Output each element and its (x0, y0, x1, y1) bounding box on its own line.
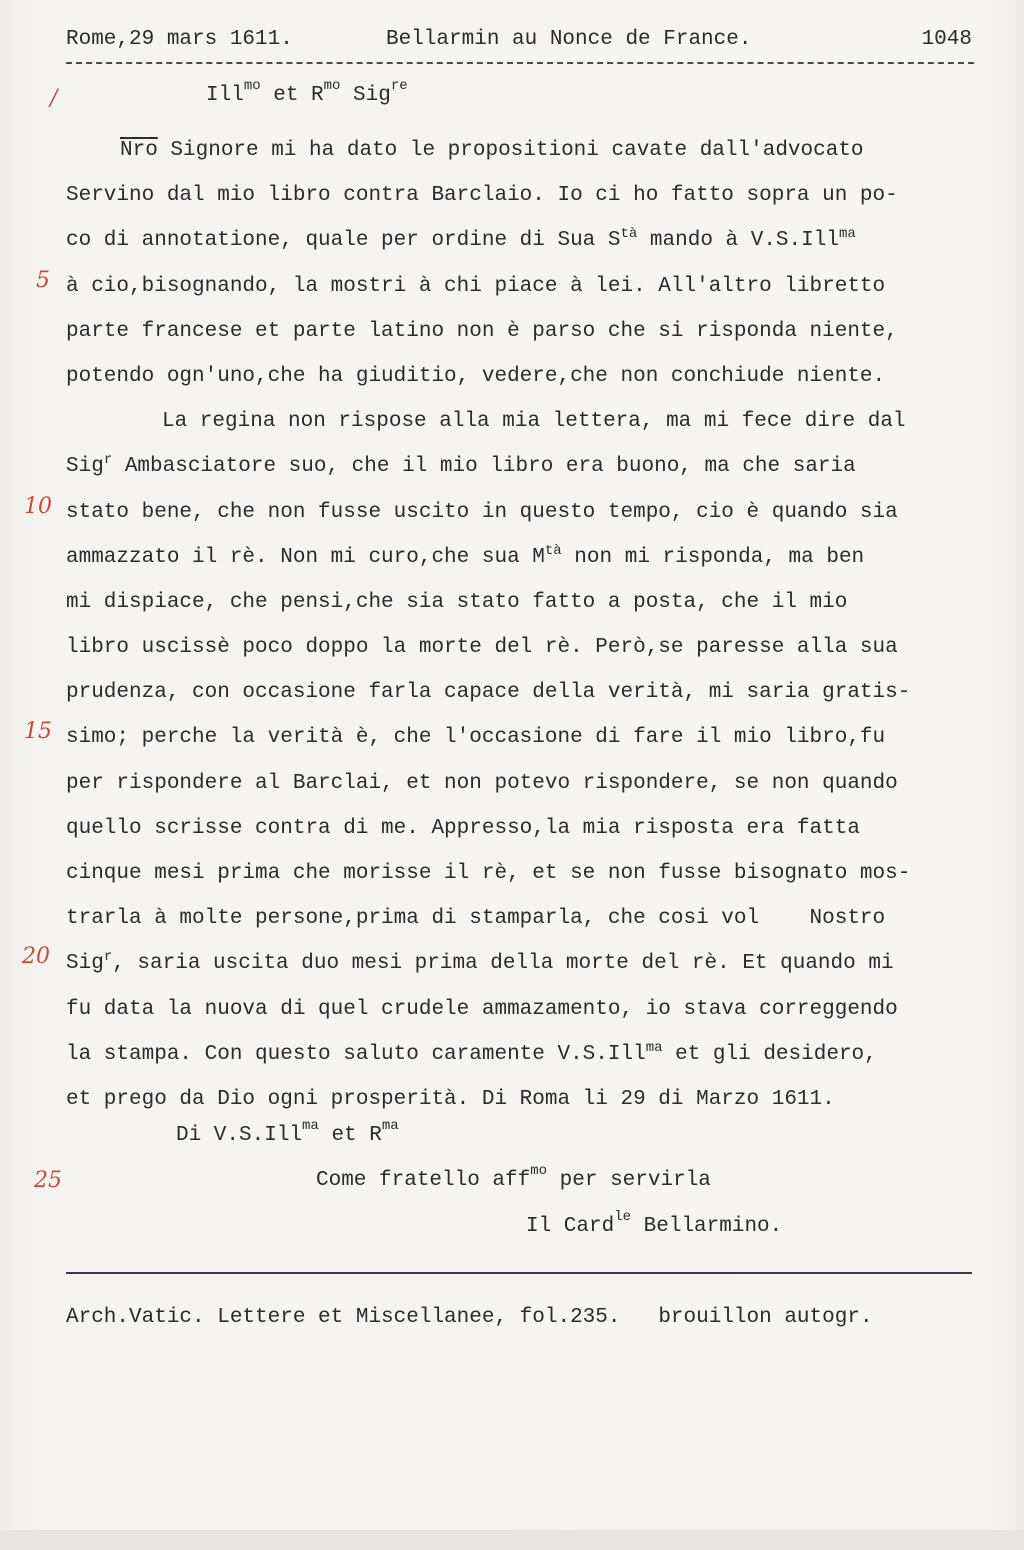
body-line: à cio,bisognando, la mostri à chi piace à lei. All'altro libretto (66, 274, 886, 298)
closing-greeting: Come fratello aff$^{mo}$ per servirla (316, 1163, 711, 1192)
body-line: fu data la nuova di quel crudele ammazamento, io stava correggendo (66, 997, 898, 1021)
body-line: La regina non rispose alla mia lettera, ma mi fece dire dal (162, 410, 906, 434)
margin-number-20: 20 (22, 944, 50, 969)
body-line: libro uscissè poco doppo la morte del rè. Però,se paresse alla sua (66, 636, 898, 660)
body-line: parte francese et parte latino non è parso che si risponda niente, (66, 319, 898, 343)
body-line: stato bene, che non fusse uscito in questo tempo, cio è quando sia (66, 500, 898, 524)
closing-formula: Di V.S.Ill$^{ma}$ et $R^{ma}$ (176, 1118, 399, 1147)
header-divider (66, 62, 974, 64)
source-footer (66, 1306, 873, 1329)
body-line: quello scrisse contra di me. Appresso,la mia risposta era fatta (66, 816, 860, 840)
margin-number-25: 25 (34, 1168, 62, 1193)
scan-edge (0, 1530, 1024, 1550)
margin-number-1: / (50, 86, 58, 111)
body-line: Sig$^r$, saria uscita duo mesi prima della morte del rè. Et quando mi (66, 949, 894, 976)
salutation: Ill$^{mo}$ et $R^{mo}$ Sig$^{re}$ (206, 78, 408, 107)
body-line: trarla à molte persone,prima di stamparla, che cosi vol Nostro (66, 907, 886, 931)
signature-line: Il Card$^{le}$ Bellarmino. (526, 1209, 783, 1238)
body-line: Sig$^r$ Ambasciatore suo, che il mio libro era buono, ma che saria (66, 452, 856, 479)
margin-number-5: 5 (36, 268, 50, 293)
body-line: cinque mesi prima che morisse il rè, et se non fusse bisognato mos- (66, 862, 911, 885)
body-line: co di annotatione, quale per ordine di Sua $S^{tà}$ mando à V.S.Ill$^{ma}$ (66, 226, 856, 253)
body-line: simo; perche la verità è, che l'occasione di fare il mio libro,fu (66, 726, 886, 750)
page-number: 1048 (921, 28, 972, 51)
body-line: mi dispiace, che pensi,che sia stato fatto a posta, che il mio (66, 590, 848, 614)
body-line: potendo ogn'uno,che ha giuditio, vedere,che non conchiude niente. (66, 364, 886, 388)
body-line: ammazzato il rè. Non mi curo,che sua $M^{tà}$ non mi risponda, ma ben (66, 542, 865, 569)
body-line: per rispondere al Barclai, et non potevo rispondere, se non quando (66, 771, 898, 795)
page-header (66, 28, 972, 58)
footer-divider (66, 1272, 972, 1274)
body-line: $\overline{Nro}$ Signore mi ha dato le propositioni cavate dall'advocato (120, 139, 864, 162)
body-line: et prego da Dio ogni prosperità. Di Roma li 29 di Marzo 1611. (66, 1087, 835, 1111)
margin-number-15: 15 (24, 719, 52, 744)
body-line: la stampa. Con questo saluto caramente V.S.Ill$^{ma}$ et gli desidero, (66, 1039, 877, 1066)
header-title: Bellarmin au Nonce de France. (386, 28, 752, 51)
body-line: prudenza, con occasione farla capace della verità, mi saria gratis- (66, 681, 911, 705)
header-date: Rome,29 mars 1611. (66, 28, 293, 51)
draft-note: brouillon autogr. (658, 1306, 873, 1329)
archive-reference: Arch.Vatic. Lettere et Miscellanee, fol.235. (66, 1306, 621, 1329)
margin-number-10: 10 (24, 494, 52, 519)
letter-body (66, 128, 1001, 1122)
body-line: Servino dal mio libro contra Barclaio. Io ci ho fatto sopra un po- (66, 184, 898, 208)
